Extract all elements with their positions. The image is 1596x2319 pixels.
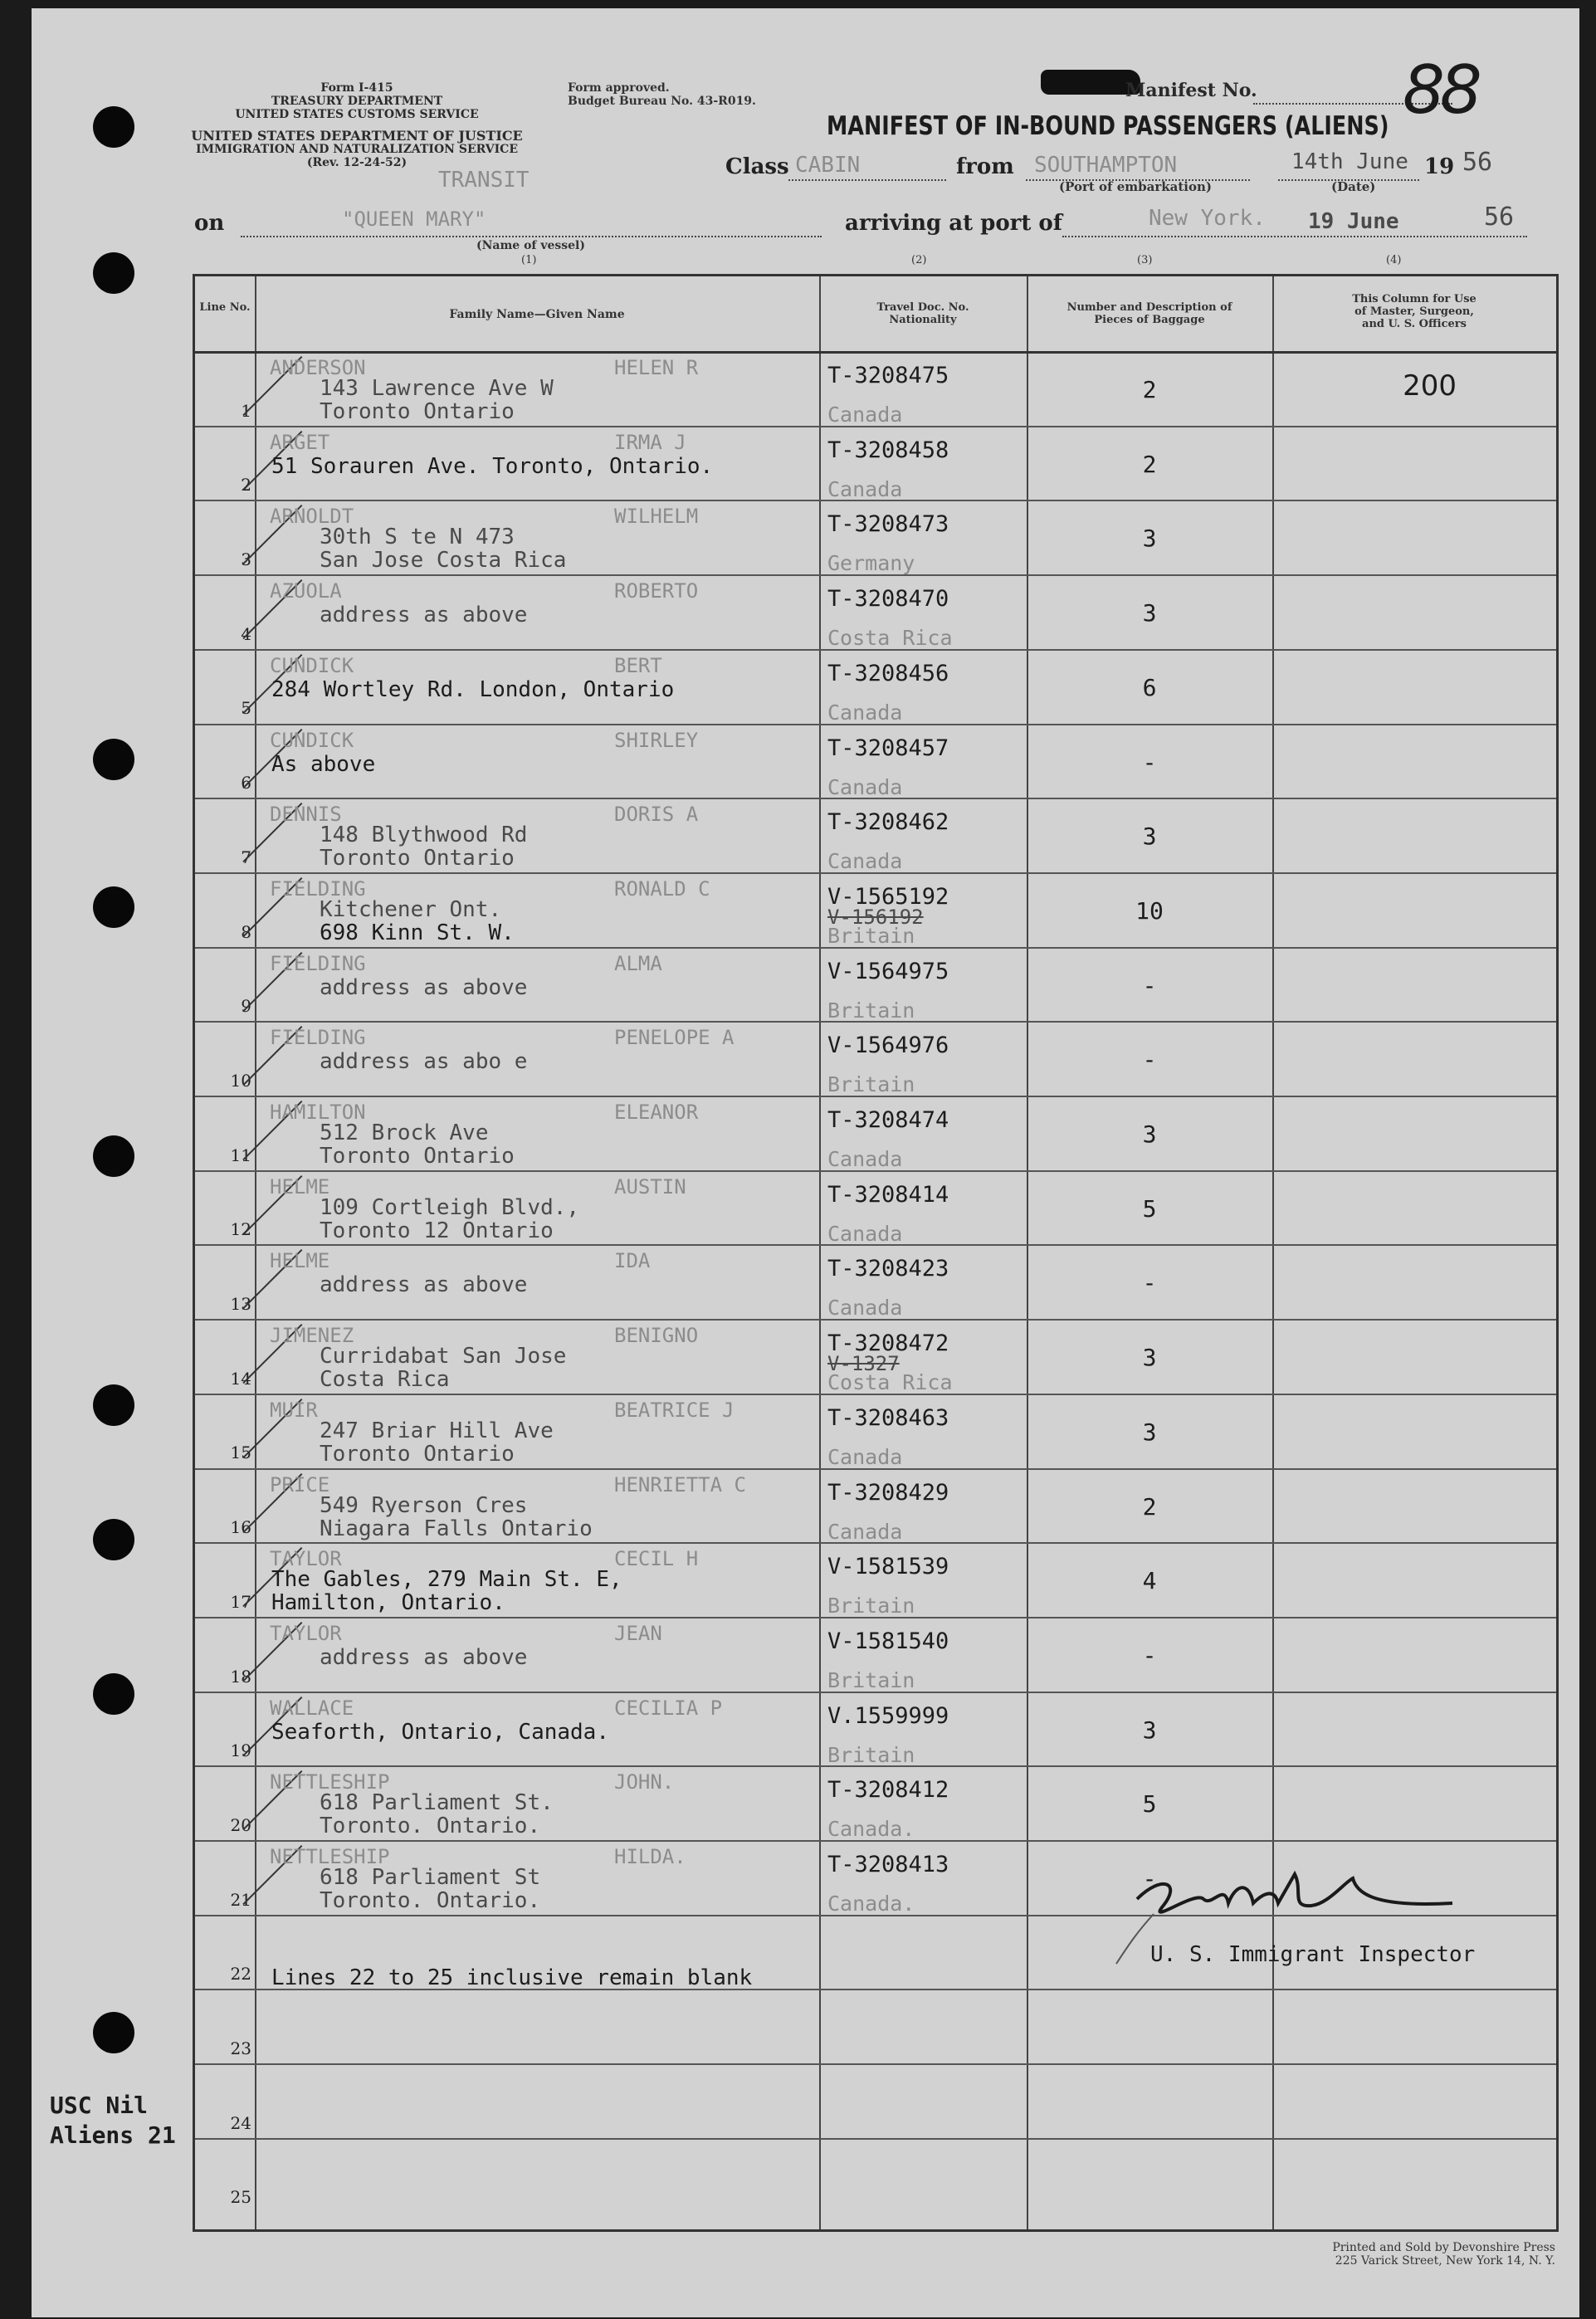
nationality: Canada xyxy=(827,1296,903,1321)
travel-doc-number: T-3208429 xyxy=(827,1479,949,1506)
address-line-2: Toronto Ontario xyxy=(320,1144,515,1169)
table-row xyxy=(195,649,1556,724)
arrival-date: 19 June xyxy=(1308,209,1399,234)
travel-doc-number: T-3208458 xyxy=(827,437,949,463)
line-number: 17 xyxy=(230,1591,251,1612)
address-line-2: 698 Kinn St. W. xyxy=(320,920,515,945)
nationality: Britain xyxy=(827,923,915,948)
line-number: 1 xyxy=(241,400,251,421)
table-row xyxy=(195,1542,1556,1617)
baggage-count: 4 xyxy=(1142,1567,1157,1595)
table-row xyxy=(195,500,1556,574)
address-line-1: 143 Lawrence Ave W xyxy=(320,376,554,401)
address-line-2: San Jose Costa Rica xyxy=(320,548,567,574)
nationality: Canada xyxy=(827,476,903,501)
table-row xyxy=(195,724,1556,798)
table-row xyxy=(195,2138,1556,2213)
address-line-1: Curridabat San Jose xyxy=(320,1344,567,1369)
family-name: TAYLOR xyxy=(270,1547,342,1571)
manifest-title: MANIFEST OF IN-BOUND PASSENGERS (ALIENS) xyxy=(827,111,1389,141)
treasury-label: TREASURY DEPARTMENT xyxy=(271,95,443,108)
travel-doc-number: T-3208456 xyxy=(827,660,949,686)
address-line-2: Niagara Falls Ontario xyxy=(320,1516,593,1541)
column-3-label: (3) xyxy=(1137,254,1153,266)
travel-doc-number: V.1559999 xyxy=(827,1702,949,1729)
travel-doc-number: T-3208470 xyxy=(827,586,949,613)
table-row xyxy=(195,1394,1556,1468)
baggage-count: 5 xyxy=(1142,1790,1157,1819)
line-number: 8 xyxy=(241,921,251,942)
given-name: HELEN R xyxy=(614,356,699,379)
table-row xyxy=(195,872,1556,947)
address-line-1: address as above xyxy=(320,1644,528,1670)
travel-doc-number: T-3208472 xyxy=(827,1330,949,1357)
blank-lines-note: Lines 22 to 25 inclusive remain blank xyxy=(271,1965,753,1990)
baggage-count: - xyxy=(1142,748,1157,776)
family-name: TAYLOR xyxy=(270,1621,342,1645)
family-name: HELME xyxy=(270,1174,330,1199)
baggage-count: 3 xyxy=(1142,599,1157,627)
from-value: SOUTHAMPTON xyxy=(1034,153,1178,178)
given-name: RONALD C xyxy=(614,876,710,901)
given-name: IDA xyxy=(614,1249,651,1273)
line-number: 11 xyxy=(230,1145,251,1165)
baggage-count: 3 xyxy=(1142,1716,1157,1744)
family-name: ANDERSON xyxy=(270,356,366,379)
header-officers-3: and U. S. Officers xyxy=(1362,318,1467,330)
form-number: Form I-415 xyxy=(320,81,393,95)
travel-doc-number-struck: V-1327 xyxy=(827,1352,900,1376)
baggage-count: 6 xyxy=(1142,673,1157,701)
baggage-count: - xyxy=(1142,1269,1157,1297)
line-number: 20 xyxy=(230,1814,251,1835)
table-row xyxy=(195,1765,1556,1840)
nationality: Britain xyxy=(827,998,915,1023)
line-number: 18 xyxy=(230,1666,251,1687)
given-name: HENRIETTA C xyxy=(614,1472,746,1496)
line-number: 14 xyxy=(230,1368,251,1389)
header-officers xyxy=(1272,293,1556,330)
travel-doc-number: T-3208423 xyxy=(827,1256,949,1282)
nationality: Canada xyxy=(827,1147,903,1171)
table-row xyxy=(195,1319,1556,1394)
nationality: Canada xyxy=(827,700,903,725)
nationality: Costa Rica xyxy=(827,626,953,651)
inspector-label: U. S. Immigrant Inspector xyxy=(1150,1942,1476,1967)
family-name: FIELDING xyxy=(270,876,366,901)
header-officers-2: of Master, Surgeon, xyxy=(1354,305,1474,318)
nationality: Canada xyxy=(827,774,903,799)
ins-label: IMMIGRATION AND NATURALIZATION SERVICE xyxy=(196,143,518,156)
family-name: AZUOLA xyxy=(270,579,342,603)
header-travel-doc-1: Travel Doc. No. xyxy=(876,301,969,314)
nationality: Canada xyxy=(827,1444,903,1469)
given-name: BEATRICE J xyxy=(614,1398,735,1422)
line-number: 19 xyxy=(230,1740,251,1761)
address-line-2: Costa Rica xyxy=(320,1367,450,1393)
header-line-no: Line No. xyxy=(199,301,251,314)
travel-doc-number: T-3208473 xyxy=(827,511,949,538)
address-line-2: Toronto 12 Ontario xyxy=(320,1218,554,1243)
header-name: Family Name—Given Name xyxy=(449,308,625,321)
line-number: 3 xyxy=(241,549,251,570)
nationality: Britain xyxy=(827,1667,915,1692)
date-caption: (Date) xyxy=(1331,179,1376,194)
nationality: Britain xyxy=(827,1594,915,1618)
travel-doc-number: V-1565192 xyxy=(827,883,949,910)
nationality: Canada. xyxy=(827,1817,915,1842)
arriving-label: arriving at port of xyxy=(845,211,1062,236)
table-row xyxy=(195,1989,1556,2063)
header-officers-1: This Column for Use xyxy=(1352,293,1476,305)
baggage-count: 3 xyxy=(1142,1344,1157,1372)
table-row xyxy=(195,1468,1556,1543)
family-name: CUNDICK xyxy=(270,653,354,677)
given-name: BENIGNO xyxy=(614,1324,699,1348)
punch-hole xyxy=(93,1519,134,1560)
travel-doc-number-struck: V-156192 xyxy=(827,905,924,929)
baggage-count: 10 xyxy=(1135,896,1164,925)
address-line-1: Kitchener Ont. xyxy=(320,896,502,922)
address-line-1: The Gables, 279 Main St. E, xyxy=(271,1567,622,1593)
family-name: HAMILTON xyxy=(270,1101,366,1124)
table-row xyxy=(195,1096,1556,1170)
column-2-label: (2) xyxy=(911,254,927,266)
given-name: AUSTIN xyxy=(614,1174,686,1199)
baggage-count: 3 xyxy=(1142,525,1157,553)
address-line-2: Toronto. Ontario. xyxy=(320,1888,541,1913)
address-line-2: Toronto Ontario xyxy=(320,846,515,871)
punch-hole xyxy=(93,739,134,780)
family-name: PRICE xyxy=(270,1472,330,1496)
family-name: ARNOLDT xyxy=(270,505,354,529)
punch-hole xyxy=(93,1673,134,1715)
travel-doc-number: T-3208414 xyxy=(827,1181,949,1208)
table-row xyxy=(195,1617,1556,1692)
transit-label: TRANSIT xyxy=(438,168,530,193)
punch-hole xyxy=(93,1135,134,1177)
address-line-1: 247 Briar Hill Ave xyxy=(320,1418,554,1443)
form-approved-label: Form approved. xyxy=(568,81,670,95)
given-name: JEAN xyxy=(614,1621,662,1645)
table-row xyxy=(195,351,1556,426)
line-number: 25 xyxy=(230,2187,251,2208)
year-prefix: 19 xyxy=(1424,154,1455,179)
margin-note-usc: USC Nil xyxy=(50,2092,149,2119)
punch-hole xyxy=(93,2012,134,2053)
line-number: 7 xyxy=(241,847,251,867)
vessel-name: "QUEEN MARY" xyxy=(342,207,486,231)
line-number: 12 xyxy=(230,1219,251,1240)
address-line-1: 30th S te N 473 xyxy=(320,525,515,550)
address-line-1: 51 Sorauren Ave. Toronto, Ontario. xyxy=(271,453,714,479)
given-name: ELEANOR xyxy=(614,1101,699,1124)
table-row xyxy=(195,2063,1556,2138)
given-name: SHIRLEY xyxy=(614,728,699,752)
travel-doc-number: V-1564975 xyxy=(827,958,949,984)
travel-doc-number: T-3208474 xyxy=(827,1107,949,1133)
header-travel-doc xyxy=(819,301,1027,326)
travel-doc-number: V-1564976 xyxy=(827,1033,949,1059)
family-name: DENNIS xyxy=(270,803,342,827)
class-label: Class xyxy=(725,154,789,179)
travel-doc-number: T-3208463 xyxy=(827,1404,949,1431)
date-value: 14th June xyxy=(1291,149,1408,174)
baggage-count: 2 xyxy=(1142,376,1157,403)
given-name: ROBERTO xyxy=(614,579,699,603)
travel-doc-number: T-3208413 xyxy=(827,1852,949,1877)
class-value: CABIN xyxy=(795,153,861,178)
table-row xyxy=(195,947,1556,1022)
table-row xyxy=(195,426,1556,500)
table-row xyxy=(195,1021,1556,1096)
given-name: WILHELM xyxy=(614,505,699,529)
officer-note: 200 xyxy=(1403,369,1457,403)
baggage-count: - xyxy=(1142,1865,1157,1892)
family-name: FIELDING xyxy=(270,1026,366,1050)
travel-doc-number: T-3208475 xyxy=(827,363,949,388)
on-label: on xyxy=(194,211,225,236)
family-name: FIELDING xyxy=(270,951,366,975)
given-name: PENELOPE A xyxy=(614,1026,735,1050)
nationality: Canada xyxy=(827,849,903,874)
header-baggage-1: Number and Description of xyxy=(1066,301,1232,314)
manifest-number-handwritten: 88 xyxy=(1403,51,1477,129)
nationality: Costa Rica xyxy=(827,1370,953,1395)
header-baggage xyxy=(1027,301,1272,326)
given-name: BERT xyxy=(614,653,662,677)
family-name: WALLACE xyxy=(270,1696,354,1720)
nationality: Canada xyxy=(827,1519,903,1544)
line-number: 24 xyxy=(230,2112,251,2133)
family-name: NETTLESHIP xyxy=(270,1845,390,1868)
table-row xyxy=(195,574,1556,649)
family-name: NETTLESHIP xyxy=(270,1770,390,1794)
revision-label: (Rev. 12-24-52) xyxy=(306,156,408,169)
manifest-no-label: Manifest No. xyxy=(1125,80,1257,101)
table-row xyxy=(195,1692,1556,1766)
address-line-1: 549 Ryerson Cres xyxy=(320,1492,528,1518)
line-number: 10 xyxy=(230,1070,251,1091)
nationality: Canada xyxy=(827,1221,903,1246)
printer-line-2: 225 Varick Street, New York 14, N. Y. xyxy=(1335,2254,1555,2268)
nationality: Canada xyxy=(827,403,903,427)
line-number: 22 xyxy=(230,1964,251,1985)
punch-hole xyxy=(93,106,134,148)
address-line-1: 512 Brock Ave xyxy=(320,1120,489,1145)
travel-doc-number: T-3208457 xyxy=(827,735,949,761)
address-line-1: address as abo e xyxy=(320,1049,528,1075)
budget-label: Budget Bureau No. 43-R019. xyxy=(568,95,756,108)
travel-doc-number: V-1581540 xyxy=(827,1628,949,1654)
margin-note-aliens: Aliens 21 xyxy=(50,2121,176,2149)
family-name: MUIR xyxy=(270,1398,318,1422)
table-row xyxy=(195,1170,1556,1245)
line-number: 2 xyxy=(241,475,251,496)
line-number: 21 xyxy=(230,1889,251,1910)
family-name: ARGET xyxy=(270,430,330,454)
nationality: Canada. xyxy=(827,1892,915,1916)
address-line-1: 618 Parliament St. xyxy=(320,1790,554,1816)
baggage-count: 2 xyxy=(1142,1492,1157,1521)
travel-doc-number: V-1581539 xyxy=(827,1554,949,1580)
given-name: HILDA. xyxy=(614,1845,686,1868)
address-line-1: address as above xyxy=(320,1272,528,1298)
given-name: IRMA J xyxy=(614,430,686,454)
family-name: JIMENEZ xyxy=(270,1324,354,1348)
vessel-caption: (Name of vessel) xyxy=(476,239,585,252)
line-number: 5 xyxy=(241,698,251,719)
address-line-1: Seaforth, Ontario, Canada. xyxy=(271,1719,609,1745)
family-name: HELME xyxy=(270,1249,330,1273)
given-name: CECILIA P xyxy=(614,1696,723,1720)
travel-doc-number: T-3208462 xyxy=(827,809,949,836)
baggage-count: 5 xyxy=(1142,1194,1157,1223)
given-name: CECIL H xyxy=(614,1547,699,1571)
punch-hole xyxy=(93,1384,134,1426)
column-1-label: (1) xyxy=(521,254,537,266)
baggage-count: 3 xyxy=(1142,1418,1157,1446)
from-label: from xyxy=(956,154,1014,179)
travel-doc-number: T-3208412 xyxy=(827,1777,949,1804)
punch-hole xyxy=(93,252,134,294)
given-name: DORIS A xyxy=(614,803,699,827)
port-caption: (Port of embarkation) xyxy=(1059,179,1212,194)
address-line-1: As above xyxy=(271,751,376,777)
header-travel-doc-2: Nationality xyxy=(889,314,957,326)
given-name: JOHN. xyxy=(614,1770,675,1794)
baggage-count: 3 xyxy=(1142,823,1157,851)
year-value: 56 xyxy=(1462,148,1493,177)
address-line-2: Hamilton, Ontario. xyxy=(271,1590,505,1616)
address-line-1: 284 Wortley Rd. London, Ontario xyxy=(271,676,675,702)
address-line-2: Toronto Ontario xyxy=(320,399,515,424)
customs-label: UNITED STATES CUSTOMS SERVICE xyxy=(235,108,479,121)
address-line-1: 109 Cortleigh Blvd., xyxy=(320,1194,580,1220)
line-number: 13 xyxy=(230,1294,251,1315)
family-name: CUNDICK xyxy=(270,728,354,752)
arrival-port: New York. xyxy=(1149,206,1266,231)
address-line-2: Toronto Ontario xyxy=(320,1441,515,1467)
address-line-1: 618 Parliament St xyxy=(320,1865,541,1890)
column-4-label: (4) xyxy=(1386,254,1402,266)
line-number: 9 xyxy=(241,996,251,1017)
baggage-count: - xyxy=(1142,971,1157,999)
table-row xyxy=(195,1244,1556,1319)
arrival-year: 56 xyxy=(1484,203,1515,232)
address-line-2: Toronto. Ontario. xyxy=(320,1814,541,1839)
baggage-count: 2 xyxy=(1142,450,1157,478)
given-name: ALMA xyxy=(614,951,662,975)
line-number: 6 xyxy=(241,773,251,793)
baggage-count: - xyxy=(1142,1641,1157,1669)
table-row xyxy=(195,798,1556,872)
header-baggage-2: Pieces of Baggage xyxy=(1094,314,1205,326)
line-number: 4 xyxy=(241,623,251,644)
punch-hole xyxy=(93,886,134,928)
baggage-count: 3 xyxy=(1142,1120,1157,1148)
nationality: Britain xyxy=(827,1742,915,1767)
baggage-count: - xyxy=(1142,1046,1157,1074)
line-number: 16 xyxy=(230,1517,251,1538)
line-number: 15 xyxy=(230,1443,251,1463)
line-number: 23 xyxy=(230,2038,251,2059)
address-line-1: address as above xyxy=(320,603,528,628)
address-line-1: address as above xyxy=(320,974,528,1000)
address-line-1: 148 Blythwood Rd xyxy=(320,823,528,848)
nationality: Britain xyxy=(827,1072,915,1097)
justice-label: UNITED STATES DEPARTMENT OF JUSTICE xyxy=(191,128,523,144)
nationality: Germany xyxy=(827,551,915,576)
printer-line-1: Printed and Sold by Devonshire Press xyxy=(1332,2241,1555,2254)
